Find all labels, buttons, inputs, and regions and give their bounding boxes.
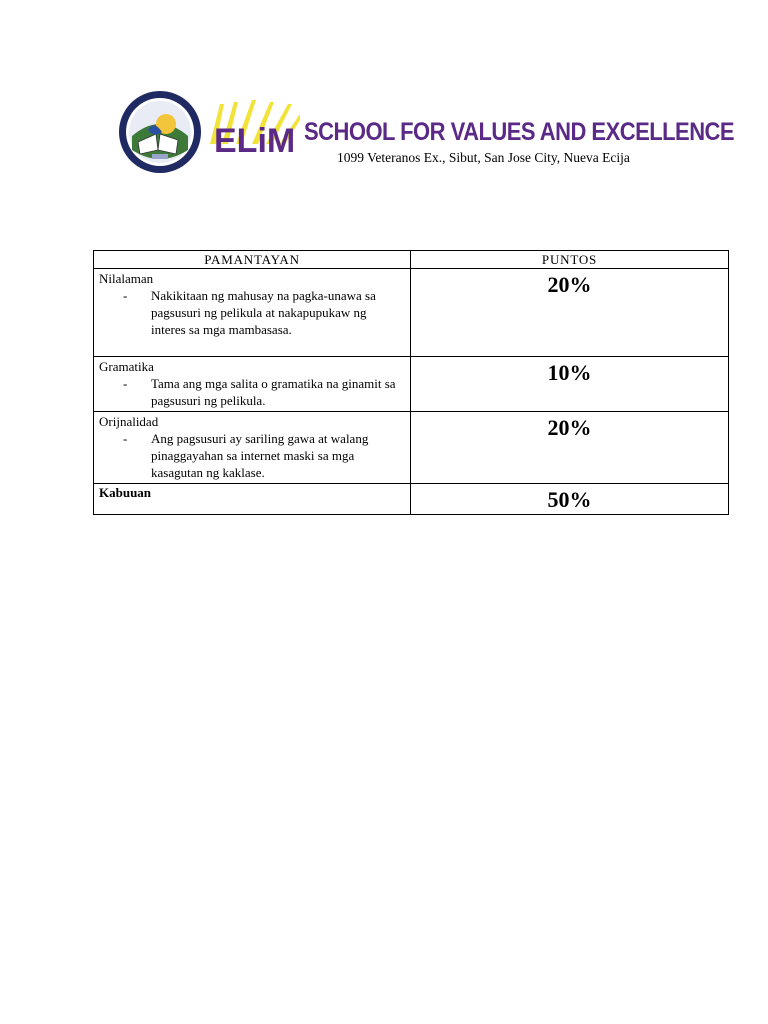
criteria-name: Nilalaman — [99, 271, 154, 286]
school-seal-logo — [118, 90, 202, 174]
criteria-cell — [94, 269, 411, 357]
rubric-table — [93, 250, 729, 515]
points-value: 20% — [411, 269, 729, 357]
total-label: Kabuuan — [94, 484, 411, 515]
criteria-name: Gramatika — [99, 359, 154, 374]
points-value: 10% — [411, 357, 729, 412]
criteria-cell — [94, 412, 411, 484]
table-row — [94, 412, 729, 484]
table-row — [94, 269, 729, 357]
school-name: SCHOOL FOR VALUES AND EXCELLENCE — [304, 118, 735, 146]
table-header-row — [94, 251, 729, 269]
header-criteria: PAMANTAYAN — [94, 251, 411, 269]
total-row — [94, 484, 729, 515]
school-address: 1099 Veteranos Ex., Sibut, San Jose City, Nueva Ecija — [337, 150, 630, 165]
criteria-name: Orijnalidad — [99, 414, 159, 429]
letterhead — [0, 0, 768, 200]
elim-logo — [208, 100, 300, 162]
criteria-description: Nakikitaan ng mahusay na pagka-unawa sa pagsusuri ng pelikula at nakapupukaw ng interes sa mga mambasasa. — [151, 288, 376, 337]
criteria-bullet: - — [123, 431, 128, 446]
criteria-bullet: - — [123, 376, 128, 391]
criteria-description: Ang pagsusuri ay sariling gawa at walang pinaggayahan sa internet maski sa mga kasagutan ng kaklase. — [151, 431, 369, 480]
criteria-bullet: - — [123, 288, 128, 303]
points-value: 20% — [411, 412, 729, 484]
header-points: PUNTOS — [411, 251, 729, 269]
criteria-cell — [94, 357, 411, 412]
total-points: 50% — [411, 484, 729, 515]
table-row — [94, 357, 729, 412]
criteria-description: Tama ang mga salita o gramatika na ginamit sa pagsusuri ng pelikula. — [151, 376, 396, 408]
elim-logo-text: ELiM — [214, 122, 296, 160]
